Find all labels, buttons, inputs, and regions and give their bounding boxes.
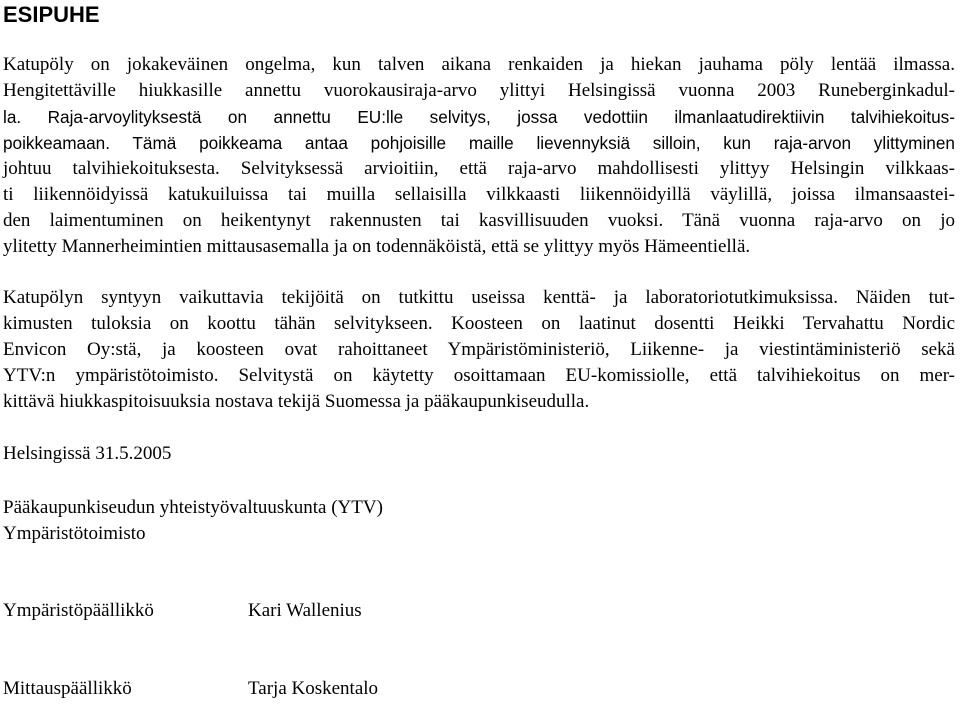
paragraph-line: kittävä hiukkaspitoisuuksia nostava tekijä Suomessa ja pääkaupunkiseudulla. (3, 391, 590, 412)
paragraph-line: la. Raja-arvoylityksestä on annettu EU:lle selvitys, jossa vedottiin ilmanlaatudirektiivin talvihiekoitus- (3, 107, 955, 127)
paragraph-line: ti liikennöidyissä katukuiluissa tai muilla sellaisilla vilkkaasti liikennöidyillä väylillä, joissa ilmansaastei- (3, 184, 955, 205)
organization-name: Pääkaupunkiseudun yhteistyövaltuuskunta (YTV) (3, 497, 383, 518)
paragraph-line: Katupölyn syntyyn vaikuttavia tekijöitä on tutkittu useissa kenttä- ja laboratoriotutkimuksissa. Näiden tut- (3, 287, 955, 308)
signature-name: Kari Wallenius (248, 600, 362, 621)
paragraph-2 (3, 285, 955, 415)
office-name: Ympäristötoimisto (3, 523, 146, 544)
signature-name: Tarja Koskentalo (248, 678, 379, 699)
signature-role: Mittauspäällikkö (3, 678, 132, 699)
paragraph-line: YTV:n ympäristötoimisto. Selvitystä on käytetty osoittamaan EU-komissiolle, että talvihiekoitus on mer- (3, 365, 955, 386)
paragraph-line: johtuu talvihiekoituksesta. Selvityksessä arvioitiin, että raja-arvo mahdollisesti ylittyy Helsingin vilkkaas- (3, 158, 955, 179)
paragraph-line: den laimentuminen on heikentynyt rakennusten tai kasvillisuuden vuoksi. Tänä vuonna raja-arvo on jo (3, 210, 955, 231)
paragraph-line: Katupöly on jokakeväinen ongelma, kun talven aikana renkaiden ja hiekan jauhama pöly lentää ilmassa. (3, 54, 955, 75)
paragraph-1 (3, 52, 955, 260)
signature-role: Ympäristöpäällikkö (3, 600, 154, 621)
page-title: ESIPUHE (3, 2, 100, 27)
place-date: Helsingissä 31.5.2005 (3, 443, 172, 464)
paragraph-line: poikkeamaan. Tämä poikkeama antaa pohjoisille maille lievennyksiä silloin, kun raja-arvon ylittyminen (3, 133, 955, 153)
paragraph-line: ylitetty Mannerheimintien mittausasemalla ja on todennäköistä, että se ylittyy myös Hämeentiellä. (3, 236, 751, 257)
paragraph-line: kimusten tuloksia on koottu tähän selvitykseen. Koosteen on laatinut dosentti Heikki Tervahattu Nordic (3, 313, 955, 334)
paragraph-line: Hengitettäville hiukkasille annettu vuorokausiraja-arvo ylittyi Helsingissä vuonna 2003 Runeberginkadul- (3, 80, 955, 101)
paragraph-line: Envicon Oy:stä, ja koosteen ovat rahoittaneet Ympäristöministeriö, Liikenne- ja viestintäministeriö sekä (3, 339, 955, 360)
